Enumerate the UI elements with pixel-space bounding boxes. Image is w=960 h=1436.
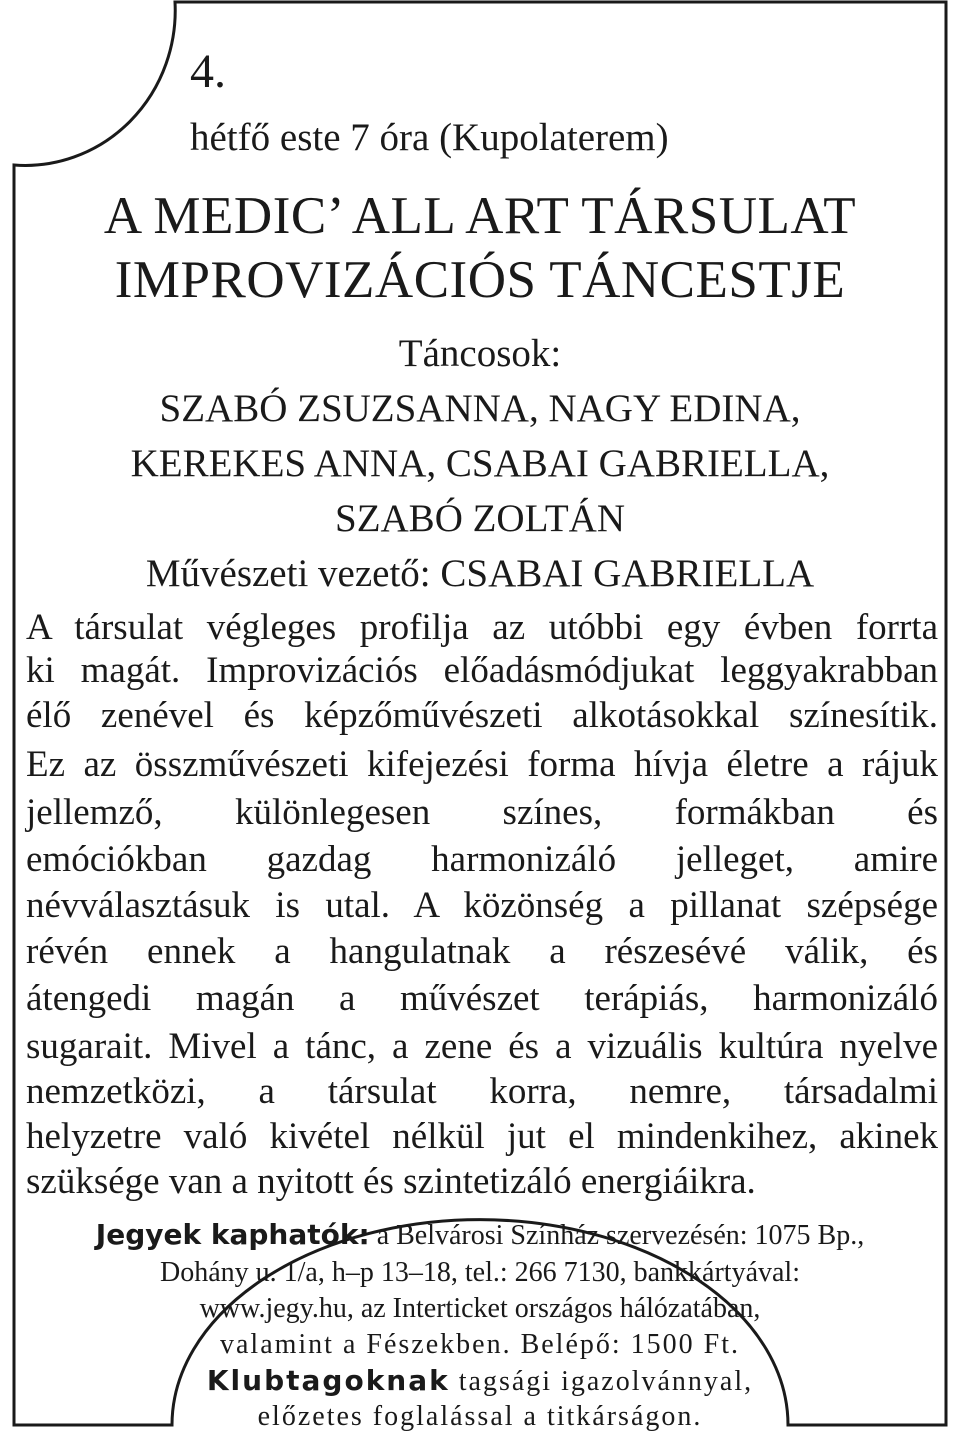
description-line: élő zenével és képzőművészeti alkotásokkal színesítik. xyxy=(26,695,938,736)
event-number: 4. xyxy=(190,45,226,98)
description-line: Ez az összművészeti kifejezési forma hívja életre a rájuk xyxy=(26,744,938,785)
description-line: névválasztásuk is utal. A közönség a pillanat szépsége xyxy=(26,885,938,926)
tickets-label: Jegyek kaphatók: xyxy=(95,1218,370,1251)
tickets-line-3: www.jegy.hu, az Interticket országos hálózatában, xyxy=(199,1293,761,1324)
members-note: tagsági igazolvánnyal, xyxy=(449,1366,754,1397)
description-line: révén ennek a hangulatnak a részesévé válik, és xyxy=(26,931,938,972)
dancers-label: Táncosok: xyxy=(398,332,562,375)
description-line: átengedi magán a művészet terápiás, harmonizáló xyxy=(26,978,938,1019)
description-line: jellemző, különlegesen színes, formákban és xyxy=(26,792,938,833)
description-line: sugarait. Mivel a tánc, a zene és a vizuális kultúra nyelve xyxy=(26,1026,938,1067)
booking-note: előzetes foglalással a titkárságon. xyxy=(257,1401,703,1432)
dancers-line-2: KEREKES ANNA, CSABAI GABRIELLA, xyxy=(130,442,830,485)
event-title-line-2: IMPROVIZÁCIÓS TÁNCESTJE xyxy=(114,251,846,309)
description-line: helyzetre való kivétel nélkül jut el mindenkihez, akinek xyxy=(26,1116,938,1157)
tickets-line-1 xyxy=(0,1216,960,1255)
description-line: emóciókban gazdag harmonizáló jelleget, amire xyxy=(26,839,938,880)
dancers-line-1: SZABÓ ZSUZSANNA, NAGY EDINA, xyxy=(159,387,801,430)
members-line xyxy=(0,1362,960,1401)
dancers-line-3: SZABÓ ZOLTÁN xyxy=(335,497,625,540)
description-line: nemzetközi, a társulat korra, nemre, társadalmi xyxy=(26,1071,938,1112)
event-time: hétfő este 7 óra (Kupolaterem) xyxy=(190,116,669,159)
description-line: ki magát. Improvizációs előadásmódjukat leggyakrabban xyxy=(26,650,938,691)
members-label: Klubtagoknak xyxy=(206,1364,450,1397)
description-line: szüksége van a nyitott és szintetizáló energiáikra. xyxy=(26,1161,756,1202)
tickets-venue: a Belvárosi Színház szervezésén: 1075 Bp., xyxy=(369,1220,865,1251)
description-line: A társulat végleges profilja az utóbbi egy évben forrta xyxy=(26,607,938,648)
event-title-line-1: A MEDIC’ ALL ART TÁRSULAT xyxy=(103,187,857,245)
tickets-line-4: valamint a Fészekben. Belépő: 1500 Ft. xyxy=(219,1329,741,1360)
artistic-director: Művészeti vezető: CSABAI GABRIELLA xyxy=(145,552,815,595)
tickets-line-2: Dohány u. 1/a, h–p 13–18, tel.: 266 7130, bankkártyával: xyxy=(160,1257,800,1288)
